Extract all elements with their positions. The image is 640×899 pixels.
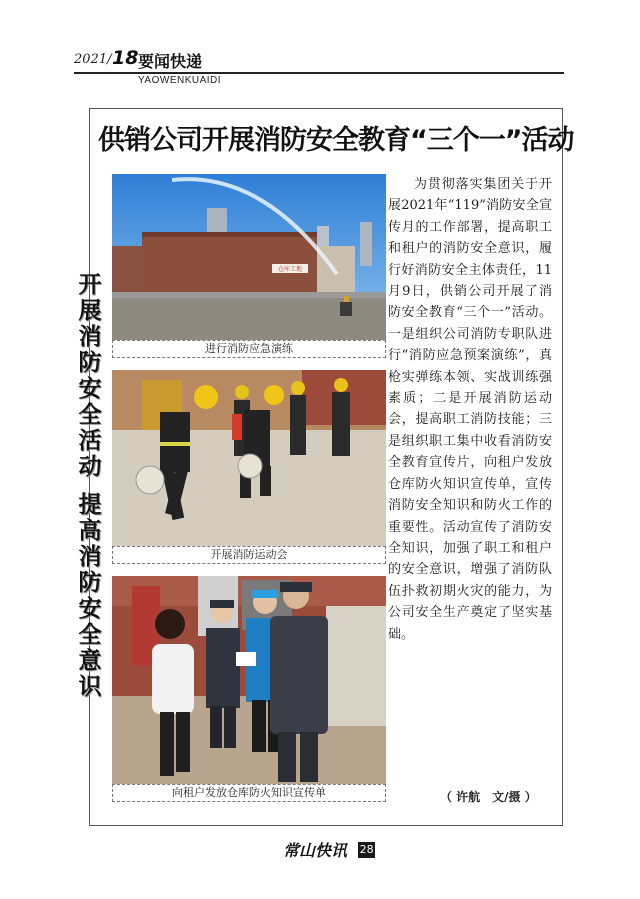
issue-year: 2021/ — [74, 52, 112, 67]
caption-sports-meet: 开展消防运动会 — [112, 546, 386, 564]
side-title-char: 安 — [78, 375, 102, 402]
caption-fire-drill: 进行消防应急演练 — [112, 340, 386, 358]
side-title-char: 活 — [78, 427, 102, 454]
section-title: 要闻快递 — [138, 52, 203, 71]
side-title-char: 意 — [78, 647, 102, 674]
side-title-char: 展 — [78, 297, 102, 324]
side-title-char: 全 — [78, 621, 102, 648]
side-vertical-title — [72, 272, 108, 700]
article-title: 供销公司开展消防安全教育“三个一”活动 — [98, 125, 574, 156]
fire-drill-illustration — [112, 174, 386, 340]
side-title-char: 安 — [78, 595, 102, 622]
article-author: （ 许航 文/摄 ） — [440, 790, 537, 804]
issue-page-number: 18 — [112, 47, 139, 69]
side-title-char: 动 — [78, 453, 102, 480]
caption-leaflet-distribution: 向租户发放仓库防火知识宣传单 — [112, 784, 386, 802]
side-title-char: 开 — [78, 271, 102, 298]
photo-leaflet-distribution — [112, 576, 386, 784]
side-title-char: 高 — [78, 517, 102, 544]
photo-fire-drill — [112, 174, 386, 340]
side-title-char: 消 — [78, 323, 102, 350]
side-title-char: 识 — [78, 673, 102, 700]
article-body: 为贯彻落实集团关于开展2021年“119”消防安全宣传月的工作部署，提高职工和租户的消防安全意识，履行好消防安全主体责任，11月9日，供销公司开展了消防安全教育“三个一”活动。一是组织公司消防专职队进行“消防应急预案演练”，真枪实弹练本领、实战训练强素质；二是开展消防运动会，提高职工消防技能；三是组织职工集中收看消防安全教育宣传片，向租户发放仓库防火知识宣传单，宣传消防安全知识和防火工作的重要性。活动宣传了消防安全知识，加强了职工和租户的安全意识，增强了消防队伍扑救初期火灾的能力，为公司安全生产奠定了坚实基础。 — [388, 177, 552, 642]
section-pinyin: YAOWENKUAIDI — [138, 75, 222, 86]
side-title-char: 防 — [78, 349, 102, 376]
sports-meet-illustration — [112, 370, 386, 546]
publication-name: 常山快讯 — [283, 841, 348, 860]
photo-sports-meet — [112, 370, 386, 546]
header-rule — [74, 72, 564, 74]
side-title-char: 消 — [78, 543, 102, 570]
page-footer — [283, 838, 375, 858]
side-title-char: 全 — [78, 401, 102, 428]
leaflet-distribution-illustration — [112, 576, 386, 784]
page-number: 28 — [359, 842, 374, 856]
warehouse-sign: 仓库工地 — [277, 266, 303, 273]
side-title-char: 防 — [78, 569, 102, 596]
side-title-char: 提 — [78, 491, 102, 518]
page-header — [74, 47, 570, 90]
